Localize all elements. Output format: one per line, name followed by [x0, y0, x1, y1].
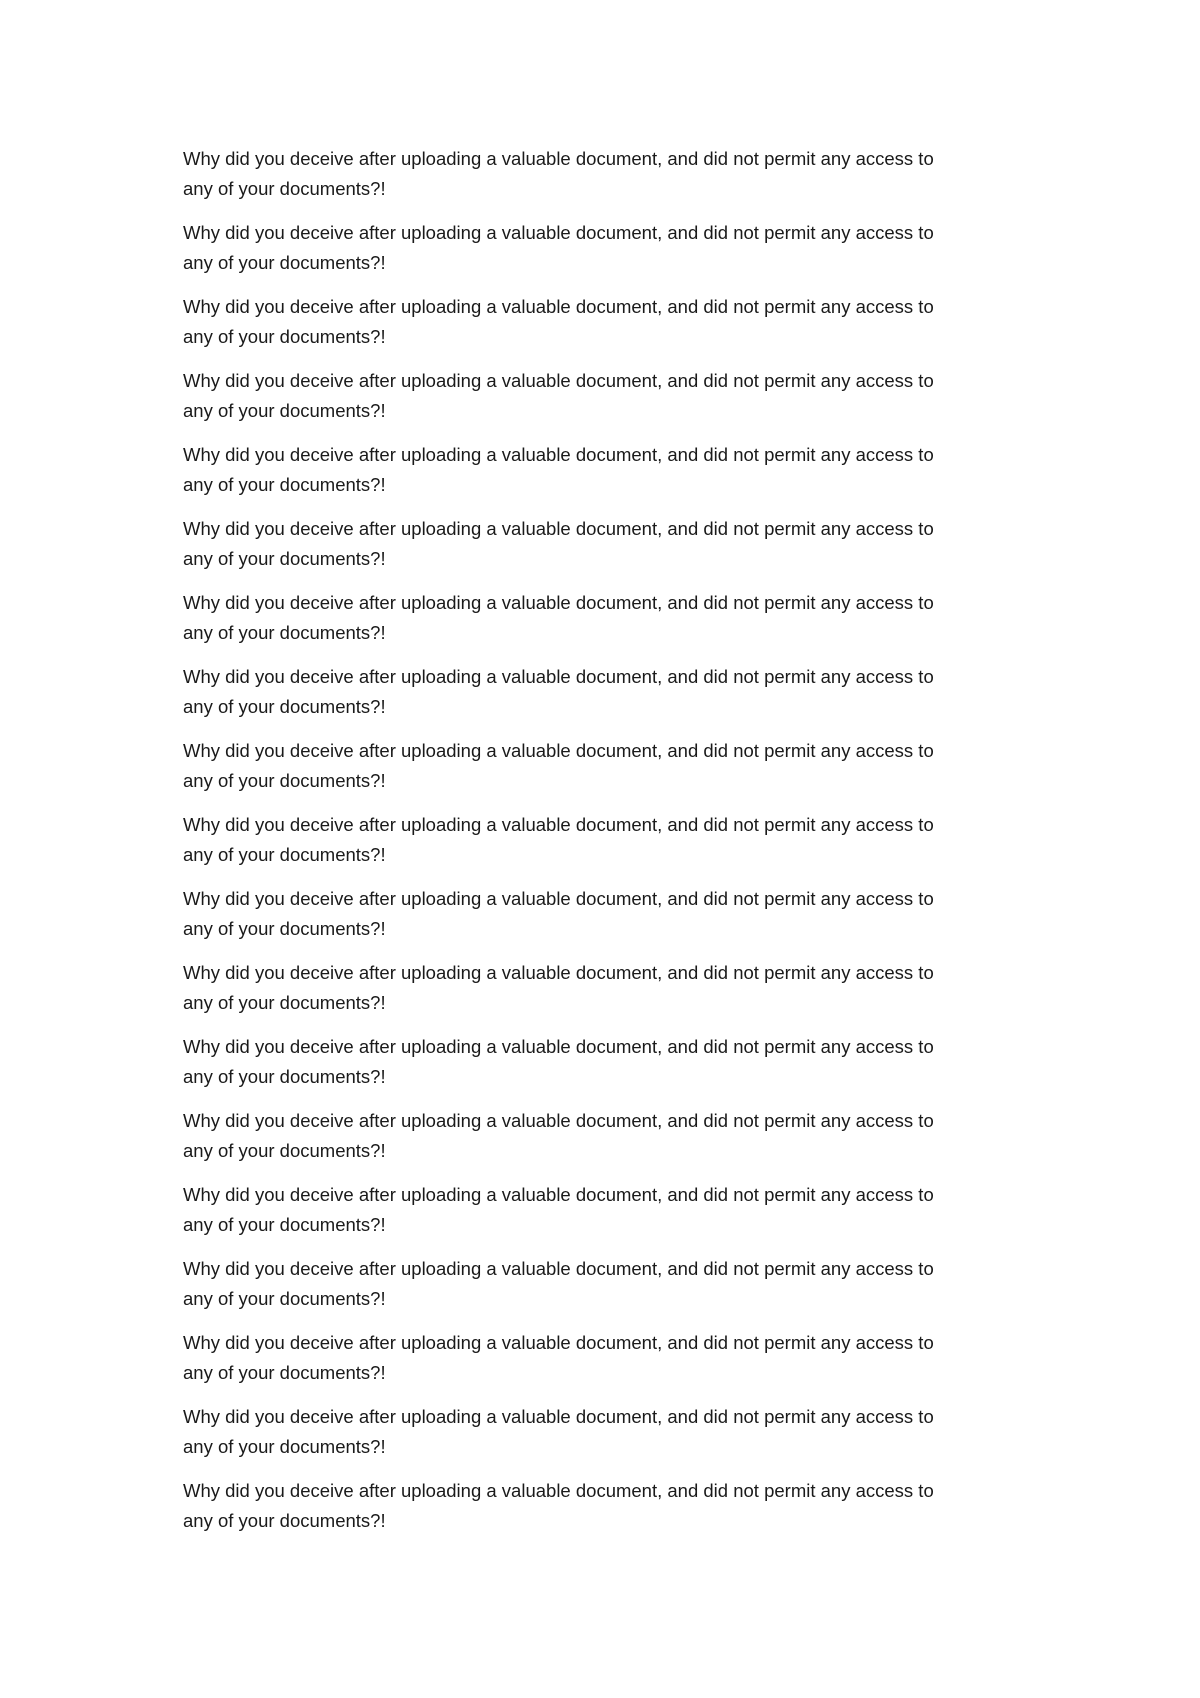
- paragraph-line: any of your documents?!: [183, 1435, 386, 1457]
- document-body: [183, 144, 1028, 1550]
- paragraph-line: Why did you deceive after uploading a valuable document, and did not permit any access to: [183, 1332, 934, 1353]
- paragraph-line: any of your documents?!: [183, 177, 386, 199]
- paragraph: [183, 514, 1028, 573]
- paragraph: [183, 736, 1028, 795]
- paragraph-line: Why did you deceive after uploading a valuable document, and did not permit any access to: [183, 666, 934, 687]
- paragraph-line: any of your documents?!: [183, 1213, 386, 1235]
- paragraph-line: any of your documents?!: [183, 1361, 386, 1383]
- paragraph-line: Why did you deceive after uploading a valuable document, and did not permit any access to: [183, 518, 934, 539]
- paragraph: [183, 884, 1028, 943]
- paragraph: [183, 662, 1028, 721]
- paragraph: [183, 1106, 1028, 1165]
- paragraph: [183, 810, 1028, 869]
- paragraph: [183, 1402, 1028, 1461]
- paragraph: [183, 144, 1028, 203]
- paragraph: [183, 218, 1028, 277]
- paragraph: [183, 292, 1028, 351]
- paragraph-line: Why did you deceive after uploading a valuable document, and did not permit any access to: [183, 1036, 934, 1057]
- paragraph-line: Why did you deceive after uploading a valuable document, and did not permit any access to: [183, 222, 934, 243]
- paragraph-line: Why did you deceive after uploading a valuable document, and did not permit any access to: [183, 1480, 934, 1501]
- paragraph-line: Why did you deceive after uploading a valuable document, and did not permit any access to: [183, 888, 934, 909]
- paragraph-line: Why did you deceive after uploading a valuable document, and did not permit any access to: [183, 1258, 934, 1279]
- paragraph-line: Why did you deceive after uploading a valuable document, and did not permit any access to: [183, 1184, 934, 1205]
- paragraph-line: any of your documents?!: [183, 621, 386, 643]
- paragraph-line: any of your documents?!: [183, 695, 386, 717]
- paragraph-line: Why did you deceive after uploading a valuable document, and did not permit any access to: [183, 296, 934, 317]
- paragraph: [183, 366, 1028, 425]
- paragraph-line: any of your documents?!: [183, 991, 386, 1013]
- paragraph-line: any of your documents?!: [183, 1139, 386, 1161]
- paragraph: [183, 1476, 1028, 1535]
- paragraph-line: Why did you deceive after uploading a valuable document, and did not permit any access to: [183, 1110, 934, 1131]
- paragraph: [183, 958, 1028, 1017]
- paragraph-line: Why did you deceive after uploading a valuable document, and did not permit any access to: [183, 592, 934, 613]
- paragraph-line: Why did you deceive after uploading a valuable document, and did not permit any access to: [183, 370, 934, 391]
- paragraph: [183, 1254, 1028, 1313]
- paragraph: [183, 440, 1028, 499]
- paragraph-line: any of your documents?!: [183, 843, 386, 865]
- paragraph-line: any of your documents?!: [183, 769, 386, 791]
- paragraph-line: any of your documents?!: [183, 473, 386, 495]
- paragraph-line: Why did you deceive after uploading a valuable document, and did not permit any access to: [183, 740, 934, 761]
- paragraph: [183, 1180, 1028, 1239]
- paragraph-line: any of your documents?!: [183, 1287, 386, 1309]
- paragraph-line: Why did you deceive after uploading a valuable document, and did not permit any access to: [183, 1406, 934, 1427]
- paragraph: [183, 1328, 1028, 1387]
- paragraph-line: Why did you deceive after uploading a valuable document, and did not permit any access to: [183, 148, 934, 169]
- paragraph: [183, 588, 1028, 647]
- paragraph-line: any of your documents?!: [183, 547, 386, 569]
- paragraph-line: any of your documents?!: [183, 251, 386, 273]
- paragraph-line: any of your documents?!: [183, 325, 386, 347]
- paragraph-line: Why did you deceive after uploading a valuable document, and did not permit any access to: [183, 814, 934, 835]
- paragraph-line: any of your documents?!: [183, 1509, 386, 1531]
- paragraph-line: Why did you deceive after uploading a valuable document, and did not permit any access to: [183, 962, 934, 983]
- paragraph-line: Why did you deceive after uploading a valuable document, and did not permit any access to: [183, 444, 934, 465]
- paragraph-line: any of your documents?!: [183, 399, 386, 421]
- paragraph-line: any of your documents?!: [183, 917, 386, 939]
- paragraph: [183, 1032, 1028, 1091]
- paragraph-line: any of your documents?!: [183, 1065, 386, 1087]
